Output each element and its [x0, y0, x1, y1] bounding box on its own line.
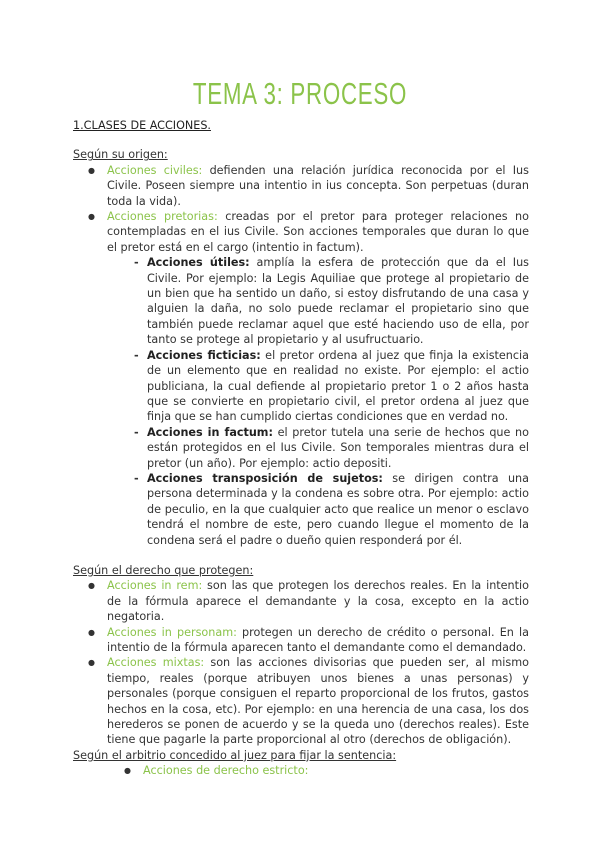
term-mixtas: Acciones mixtas: — [107, 656, 205, 670]
subsection-label-derecho: Según el derecho que protegen: — [73, 563, 254, 577]
desc-utiles: amplía la esfera de protección que da el Ius Civile. Por ejemplo: la Legis Aquiliae que protege al propietario de un bien que ha sentido un daño, si estoy disfrutando de una casa y alguien la daña, no solo puede reclamar el propietario sino que también puede reclamar aquel que esté haciendo uso de ella, por tanto se protege al propietario y al usufructuario. — [147, 256, 529, 347]
desc-in-personam: protegen un derecho de crédito o personal. En la intentio de la fórmula aparecen tanto el demandante como el demandado. — [107, 625, 529, 654]
derecho-list — [73, 578, 529, 747]
desc-civiles: defienden una relación jurídica reconocida por el Ius Civile. Poseen siempre una intentio in ius concepta. Son perpetuas (duran toda la vida). — [107, 163, 529, 208]
term-utiles: Acciones útiles: — [147, 256, 250, 270]
desc-pretorias: creadas por el pretor para proteger relaciones no contempladas en el ius Civile. Son acciones temporales que duran lo que el pretor está en el cargo (intentio in factum). — [107, 210, 529, 254]
term-ficticias: Acciones ficticias: — [147, 348, 261, 362]
list-item-pretorias — [107, 209, 529, 255]
term-civiles: Acciones civiles: — [107, 163, 203, 177]
desc-mixtas: son las acciones divisorias que pueden ser, al mismo tiempo, reales (porque atribuyen unos bienes a unas personas) y personales (porque consiguen el reparto proporcional de los frutos, gastos hechos en la cosa, etc). Por ejemplo: en una herencia de una casa, los dos herederos se ponen de acuerdo y se la queda uno (derechos reales). Este tiene que pagarle la parte proporcional al otro (derechos de obligación). — [107, 656, 529, 747]
pretorias-sublist — [73, 255, 529, 548]
desc-ficticias: el pretor ordena al juez que finja la existencia de un elemento que en realidad no existe. Por ejemplo: el actio publiciana, la cual defiende al propietario pretor 1 o 2 años hasta que se convierte en propietario civil, el pretor ordena al juez que finja que se han cumplido ciertas condiciones que en verdad no. — [147, 348, 529, 424]
term-transposicion: Acciones transposición de sujetos: — [147, 471, 383, 485]
desc-transposicion: se dirigen contra una persona determinada y la condena es sobre otra. Por ejemplo: actio de peculio, en la que cualquier acto que realice un menor o esclavo tendrá el nombre de este, pero cuando llegue el momento de la condena será el padre o dueño quien responderá por él. — [147, 471, 529, 547]
desc-in-factum: el pretor tutela una serie de hechos que no están protegidos en el Ius Civile. Son temporales mientras dura el pretor (un año). Por ejemplo: actio depositi. — [147, 425, 529, 470]
subsection-label-origen: Según su origen: — [73, 148, 168, 162]
list-item-utiles — [147, 255, 529, 347]
term-in-personam: Acciones in personam: — [107, 625, 237, 639]
list-item-in-rem — [107, 578, 529, 624]
spacer — [73, 548, 529, 563]
term-in-rem: Acciones in rem: — [107, 579, 203, 593]
list-item-in-personam — [107, 625, 529, 656]
origen-list — [73, 163, 529, 255]
term-derecho-estricto: Acciones de derecho estricto: — [143, 764, 309, 778]
term-in-factum: Acciones in factum: — [147, 425, 273, 439]
document-body — [73, 118, 529, 779]
subsection-label-arbitrio: Según el arbitrio concedido al juez para fijar la sentencia: — [73, 748, 397, 762]
list-item-derecho-estricto — [143, 763, 529, 778]
desc-in-rem: son las que protegen los derechos reales. En la intentio de la fórmula aparece el demandante y la cosa, excepto en la actio negatoria. — [107, 579, 529, 624]
page-title: TEMA 3: PROCESO — [192, 76, 408, 111]
list-item-ficticias — [147, 348, 529, 425]
list-item-transposicion — [147, 471, 529, 548]
term-pretorias: Acciones pretorias: — [107, 210, 218, 224]
section-heading: 1.CLASES DE ACCIONES. — [73, 119, 211, 132]
arbitrio-list — [73, 763, 529, 778]
list-item-in-factum — [147, 425, 529, 471]
list-item-mixtas — [107, 655, 529, 747]
list-item-civiles — [107, 163, 529, 209]
